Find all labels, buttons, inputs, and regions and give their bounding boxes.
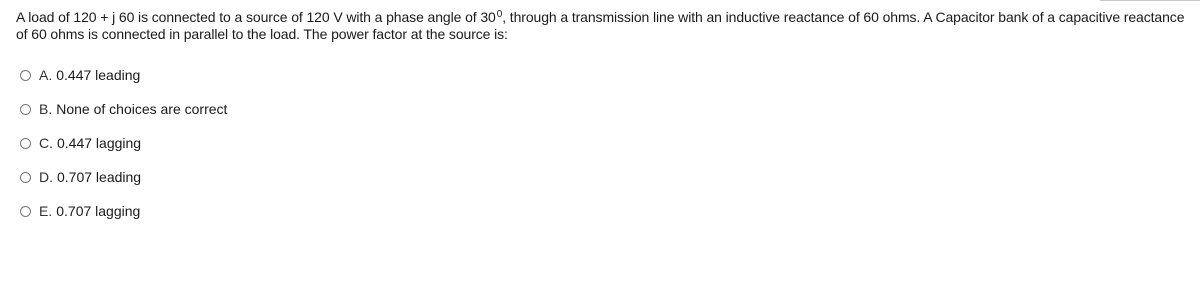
top-divider: [1100, 0, 1200, 1]
option-letter: C.: [39, 135, 53, 151]
option-c[interactable]: [20, 126, 227, 160]
option-a[interactable]: [20, 58, 227, 92]
option-label: 0.447 leading: [56, 67, 141, 83]
option-letter: E.: [39, 203, 53, 219]
option-label: 0.707 leading: [57, 169, 142, 185]
question-text-part-2: , through a transmission line with an inductive reactance of 60 ohms. A Capacitor bank of a capacitive reactance of 60 ohms is connected in parallel to the load. The power factor at the source is:: [16, 9, 1185, 42]
answer-options: [20, 58, 227, 228]
option-letter: D.: [39, 169, 53, 185]
radio-button[interactable]: [20, 138, 31, 149]
option-letter: A.: [39, 67, 53, 83]
option-d[interactable]: [20, 160, 227, 194]
option-label: None of choices are correct: [56, 101, 228, 117]
radio-button[interactable]: [20, 70, 31, 81]
option-label: 0.707 lagging: [56, 203, 141, 219]
radio-button[interactable]: [20, 206, 31, 217]
radio-button[interactable]: [20, 104, 31, 115]
option-letter: B.: [39, 101, 53, 117]
question-text: [16, 9, 1196, 43]
degree-superscript: 0: [496, 9, 503, 20]
option-e[interactable]: [20, 194, 227, 228]
radio-button[interactable]: [20, 172, 31, 183]
option-b[interactable]: [20, 92, 227, 126]
option-label: 0.447 lagging: [57, 135, 142, 151]
question-text-part-1: A load of 120 + j 60 is connected to a source of 120 V with a phase angle of 30: [16, 9, 496, 25]
